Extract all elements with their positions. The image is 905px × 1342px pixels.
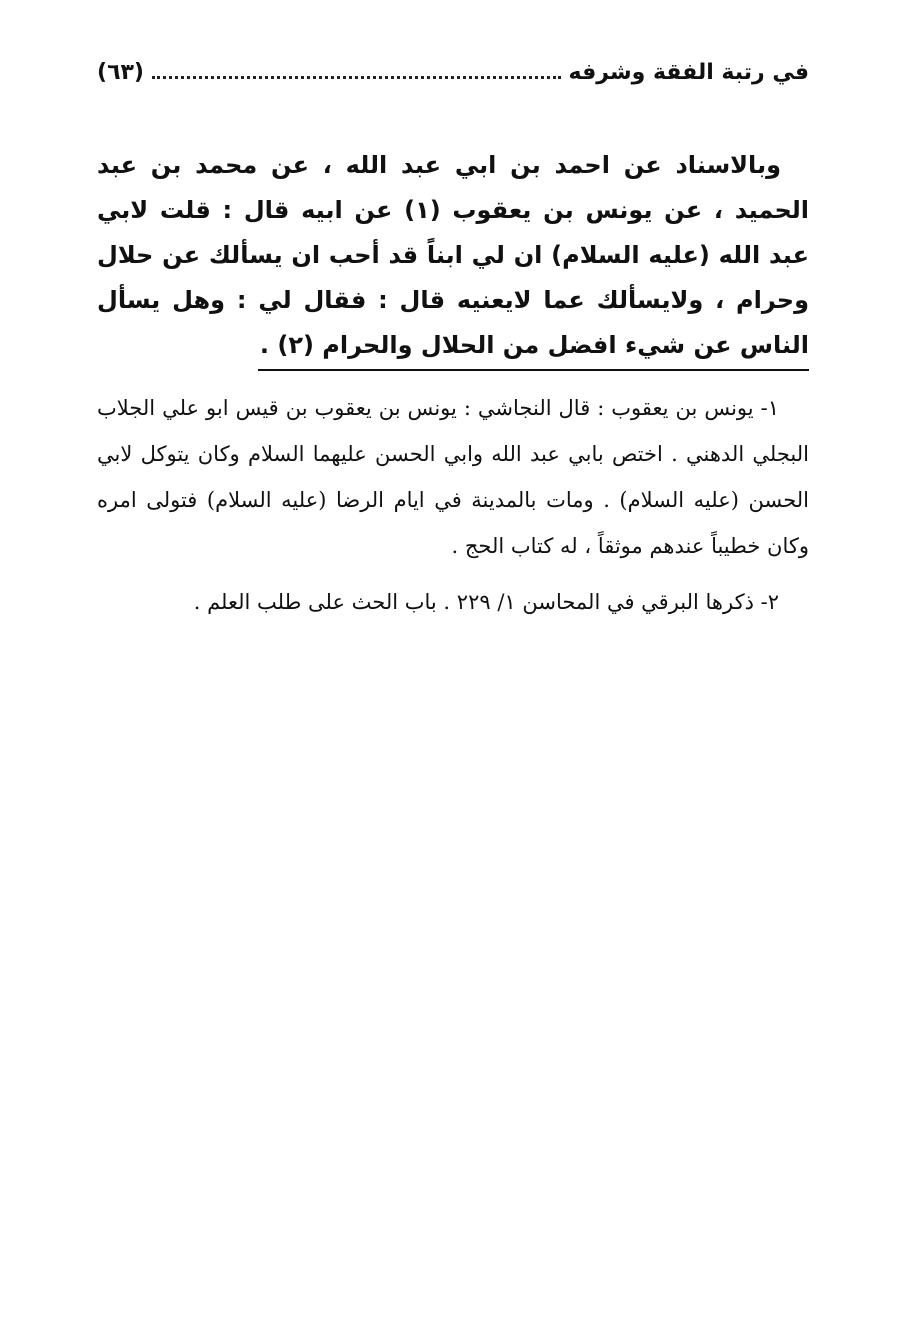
running-title: في رتبة الفقة وشرفه xyxy=(568,59,809,85)
footnote-2: ٢- ذكرها البرقي في المحاسن ١/ ٢٢٩ . باب الحث على طلب العلم . xyxy=(193,590,779,614)
page-header xyxy=(97,52,809,92)
main-text xyxy=(97,143,809,368)
footnote-1: ١- يونس بن يعقوب : قال النجاشي : يونس بن يعقوب بن قيس ابو علي الجلاب البجلي الدهني . اختص بابي عبد الله وابي الحسن عليهما السلام وكان يتوكل لابي الحسن (عليه السلام) . ومات بالمدينة في ايام الرضا (عليه السلام) فتولى امره وكان خطيباً عندهم موثقاً ، له كتاب الحج . xyxy=(97,396,809,558)
footnote-separator xyxy=(258,369,809,371)
footnotes xyxy=(97,385,809,635)
main-paragraph: وبالاسناد عن احمد بن ابي عبد الله ، عن محمد بن عبد الحميد ، عن يونس بن يعقوب (١) عن ابيه قال : قلت لابي عبد الله (عليه السلام) ان لي ابناً قد أحب ان يسألك عن حلال وحرام ، ولايسألك عما لايعنيه قال : فقال لي : وهل يسأل الناس عن شيء افضل من الحلال والحرام (٢) . xyxy=(97,151,809,359)
page-number: (٦٣) xyxy=(97,59,144,85)
dotted-leader xyxy=(152,76,561,79)
